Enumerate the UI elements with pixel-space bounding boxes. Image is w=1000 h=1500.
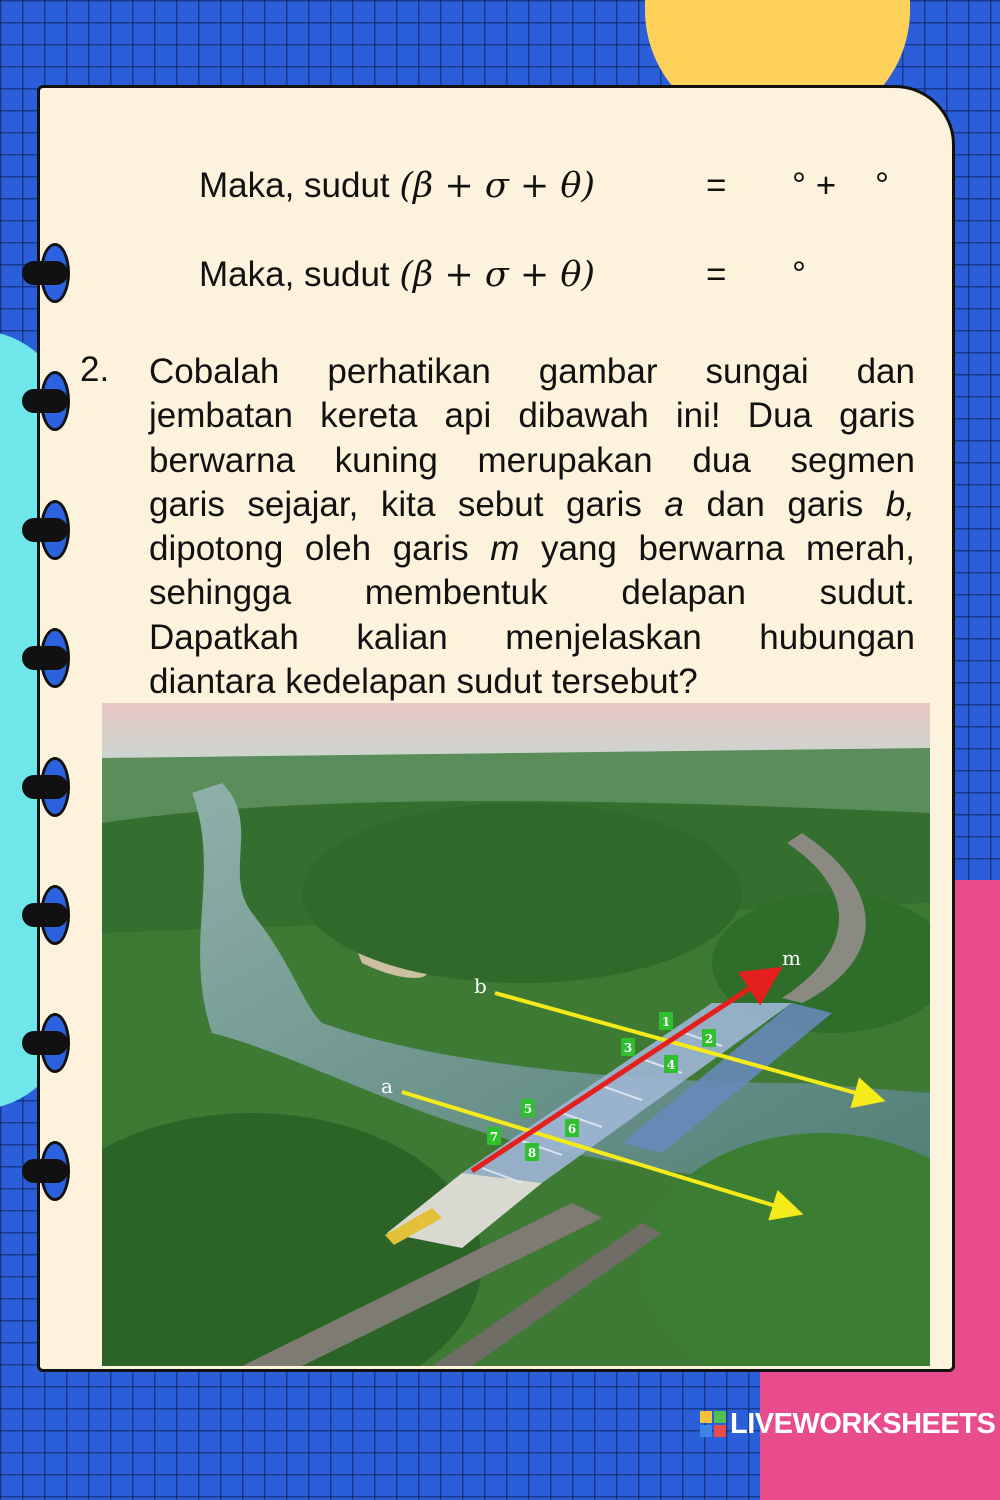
equation-label: Maka, sudut [199,166,390,205]
label-m: m [782,946,801,970]
question-text [149,350,915,704]
equation-expression: (β + σ + θ) [399,255,596,295]
equation-1 [199,166,595,206]
question-line: Cobalah perhatikan gambar sungai dan [149,352,915,391]
label-b: b [474,974,487,998]
binder-ring-icon [22,628,72,678]
binder-ring-icon [22,885,72,935]
binder-ring-icon [22,1013,72,1063]
question-line: sehingga membentuk delapan sudut. [149,573,915,613]
question-line: diantara kedelapan sudut tersebut? [149,662,698,702]
liveworksheets-logo-icon [700,1411,726,1437]
question-line: Dapatkah kalian menjelaskan hubungan [149,617,915,657]
var-m: m [490,529,520,569]
equation-2-equals: = [706,255,727,294]
equation-2-degree-blank: ° [792,255,806,294]
binder-ring-icon [22,500,72,550]
angle-6: 6 [567,1122,577,1136]
binder-ring-icon [22,371,72,421]
angle-3: 3 [623,1041,633,1055]
equation-expression: (β + σ + θ) [399,166,596,206]
angle-7: 7 [489,1130,499,1144]
binder-ring-icon [22,243,72,293]
bridge-river-photo [102,703,930,1366]
angle-8: 8 [527,1146,537,1160]
equation-1-equals: = [706,166,727,205]
label-a: a [381,1074,393,1098]
angle-2: 2 [704,1032,714,1046]
question-line: jembatan kereta api dibawah ini! Dua garis [149,396,915,436]
equation-1-degree-blanks: ° + ° [792,166,890,205]
var-a: a [664,484,684,524]
equation-2 [199,255,595,295]
binder-ring-icon [22,757,72,807]
var-b: b, [885,484,915,524]
angle-4: 4 [666,1058,676,1072]
angle-1: 1 [661,1015,671,1029]
brand-name: LIVEWORKSHEETS [730,1408,996,1440]
liveworksheets-brand [700,1408,995,1441]
question-line: dipotong oleh garis m yang berwarna merah, [149,529,915,569]
question-line: berwarna kuning merupakan dua segmen [149,440,915,480]
question-line: garis sejajar, kita sebut garis a dan garis b, [149,484,915,524]
equation-label: Maka, sudut [199,255,390,294]
binder-ring-icon [22,1141,72,1191]
question-number: 2. [80,350,110,389]
angle-5: 5 [523,1102,533,1116]
